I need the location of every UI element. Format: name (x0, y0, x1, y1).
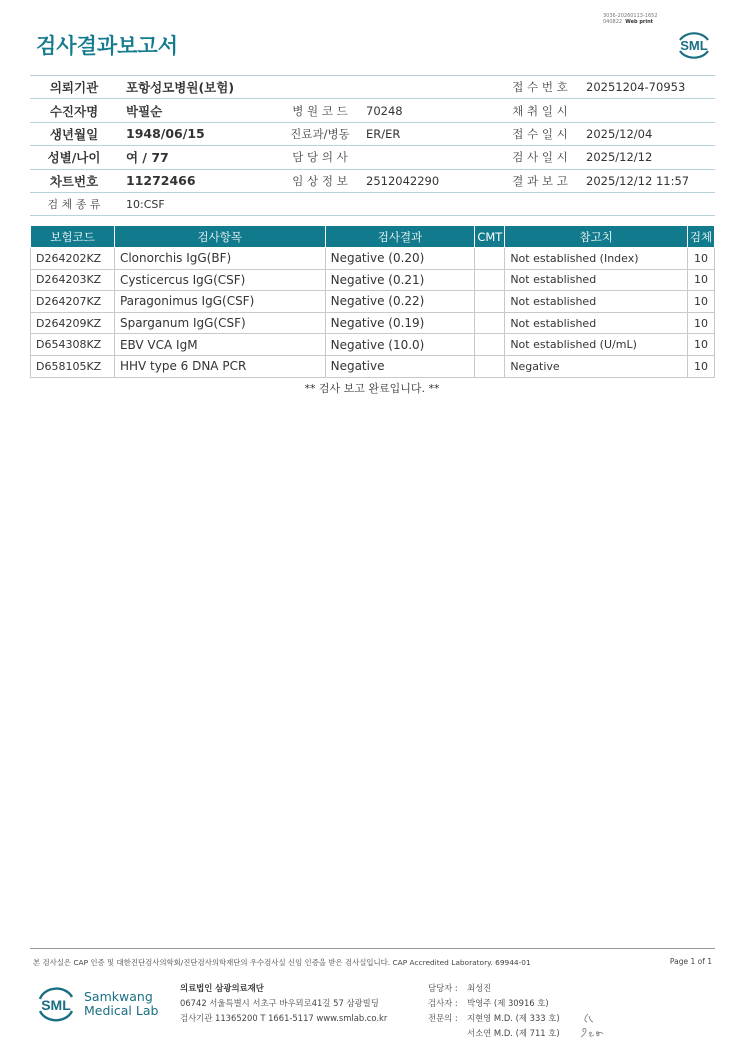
row-item: Clonorchis IgG(BF) (114, 248, 325, 270)
patient-value: 박필순 (126, 103, 163, 119)
row-specimen: 10 (687, 269, 714, 291)
row-reference: Negative (505, 355, 688, 377)
staff-list (428, 981, 560, 1041)
col-header-reference: 참고치 (505, 226, 688, 248)
info-row-dob (30, 123, 715, 146)
doctor-label: 담 당 의 사 (292, 150, 348, 165)
clinical-label: 임 상 정 보 (292, 173, 348, 188)
table-row (31, 355, 715, 377)
table-row (31, 334, 715, 356)
clinical-value: 2512042290 (366, 173, 440, 188)
test-date-value: 2025/12/12 (586, 150, 653, 165)
col-header-cmt: CMT (475, 226, 505, 248)
staff-role: 담당자 : (428, 983, 458, 993)
row-reference: Not established (505, 291, 688, 313)
patient-label: 수진자명 (30, 102, 114, 120)
info-row-client (30, 76, 715, 99)
org-address: 06742 서울특별시 서초구 바우뫼로41길 57 삼광빌딩 (180, 998, 379, 1008)
row-result: Negative (0.20) (325, 248, 475, 270)
info-row-chart (30, 170, 715, 193)
col-header-result: 검사결과 (325, 226, 475, 248)
staff-name: 지현영 M.D. (제 333 호) (467, 1013, 560, 1023)
info-row-patient (30, 99, 715, 122)
organization-info (180, 981, 387, 1026)
row-reference: Not established (Index) (505, 248, 688, 270)
footer-divider (30, 948, 715, 949)
certification-note: 본 검사실은 CAP 인증 및 대한진단검사의학회/진단검사의학재단의 우수검사실 신임 인증을 받은 검사실입니다. CAP Accredited Laboratory. 69944-01 (33, 958, 531, 967)
row-code: D264209KZ (31, 312, 115, 334)
col-header-specimen: 검체 (687, 226, 714, 248)
row-code: D264207KZ (31, 291, 115, 313)
test-date-label: 검 사 일 시 (512, 150, 568, 165)
staff-role: 전문의 : (428, 1013, 458, 1023)
sml-footer-logo-icon (36, 982, 76, 1026)
receipt-no-value: 20251204-70953 (586, 80, 686, 95)
row-cmt (475, 312, 505, 334)
chart-value: 11272466 (126, 173, 196, 189)
client-label: 의뢰기관 (30, 78, 114, 96)
row-code: D658105KZ (31, 355, 115, 377)
dob-label: 생년월일 (30, 125, 114, 143)
staff-row (428, 1011, 560, 1026)
row-item: Cysticercus IgG(CSF) (114, 269, 325, 291)
row-cmt (475, 291, 505, 313)
row-code: D654308KZ (31, 334, 115, 356)
row-cmt (475, 334, 505, 356)
row-item: Sparganum IgG(CSF) (114, 312, 325, 334)
report-label: 결 과 보 고 (512, 173, 568, 188)
org-name: 의료법인 삼광의료재단 (180, 983, 264, 993)
row-reference: Not established (U/mL) (505, 334, 688, 356)
collection-date-label: 채 취 일 시 (512, 103, 568, 118)
web-print-label: Web print (625, 19, 654, 25)
results-header-row (31, 226, 715, 248)
brand-line-2: Medical Lab (84, 1003, 159, 1018)
brand-name (84, 990, 158, 1018)
results-table (30, 225, 715, 378)
row-item: EBV VCA IgM (114, 334, 325, 356)
sml-logo-icon (674, 26, 714, 64)
staff-role (428, 1026, 467, 1041)
row-reference: Not established (505, 312, 688, 334)
row-cmt (475, 355, 505, 377)
receipt-no-label: 접 수 번 호 (512, 80, 568, 95)
receipt-date-label: 접 수 일 시 (512, 126, 568, 141)
footer-logo-text: SML (41, 997, 71, 1013)
row-specimen: 10 (687, 355, 714, 377)
staff-name: 박영주 (제 30916 호) (467, 998, 549, 1008)
table-row (31, 269, 715, 291)
sex-age-value: 여 / 77 (126, 150, 169, 166)
row-cmt (475, 269, 505, 291)
row-code: D264202KZ (31, 248, 115, 270)
row-code: D264203KZ (31, 269, 115, 291)
row-result: Negative (0.21) (325, 269, 475, 291)
page-number: Page 1 of 1 (669, 957, 712, 966)
brand-line-1: Samkwang (84, 989, 153, 1004)
staff-role: 검사자 : (428, 998, 458, 1008)
row-result: Negative (10.0) (325, 334, 475, 356)
row-result: Negative (325, 355, 475, 377)
patient-info (30, 75, 715, 216)
logo-text: SML (680, 38, 708, 53)
row-item: Paragonimus IgG(CSF) (114, 291, 325, 313)
row-reference: Not established (505, 269, 688, 291)
dob-value: 1948/06/15 (126, 126, 205, 142)
hospital-code-label: 병 원 코 드 (292, 103, 348, 118)
row-specimen: 10 (687, 291, 714, 313)
staff-row (428, 1026, 560, 1041)
document-id-line1: 3036-20260113-1652 (603, 13, 658, 19)
row-result: Negative (0.19) (325, 312, 475, 334)
info-row-specimen (30, 193, 715, 216)
document-code: 040822 (603, 19, 623, 25)
staff-name: 최성진 (467, 983, 492, 993)
page-title: 검사결과보고서 (36, 34, 179, 58)
col-header-code: 보험코드 (31, 226, 115, 248)
row-cmt (475, 248, 505, 270)
row-specimen: 10 (687, 334, 714, 356)
dept-value: ER/ER (366, 126, 401, 141)
signature-icon (578, 1010, 610, 1040)
table-row (31, 312, 715, 334)
table-row (31, 248, 715, 270)
sex-age-label: 성별/나이 (30, 148, 114, 166)
table-row (31, 291, 715, 313)
col-header-item: 검사항목 (114, 226, 325, 248)
client-value: 포항성모병원(보험) (126, 80, 235, 96)
chart-label: 차트번호 (30, 172, 114, 190)
receipt-date-value: 2025/12/04 (586, 126, 653, 141)
row-result: Negative (0.22) (325, 291, 475, 313)
document-id (603, 13, 658, 25)
report-complete-note: ** 검사 보고 완료입니다. ** (304, 382, 440, 395)
info-row-sex-age (30, 146, 715, 169)
document-id-line2 (603, 19, 658, 25)
specimen-value: 10:CSF (126, 197, 165, 211)
staff-row (428, 996, 560, 1011)
report-value: 2025/12/12 11:57 (586, 173, 690, 188)
hospital-code-value: 70248 (366, 103, 403, 118)
org-contact: 검사기관 11365200 T 1661-5117 www.smlab.co.kr (180, 1013, 388, 1023)
staff-name: 서소연 M.D. (제 711 호) (467, 1028, 560, 1038)
staff-row (428, 981, 560, 996)
row-specimen: 10 (687, 312, 714, 334)
specimen-label: 검 체 종 류 (30, 196, 114, 212)
row-specimen: 10 (687, 248, 714, 270)
row-item: HHV type 6 DNA PCR (114, 355, 325, 377)
dept-label: 진료과/병동 (290, 126, 350, 141)
